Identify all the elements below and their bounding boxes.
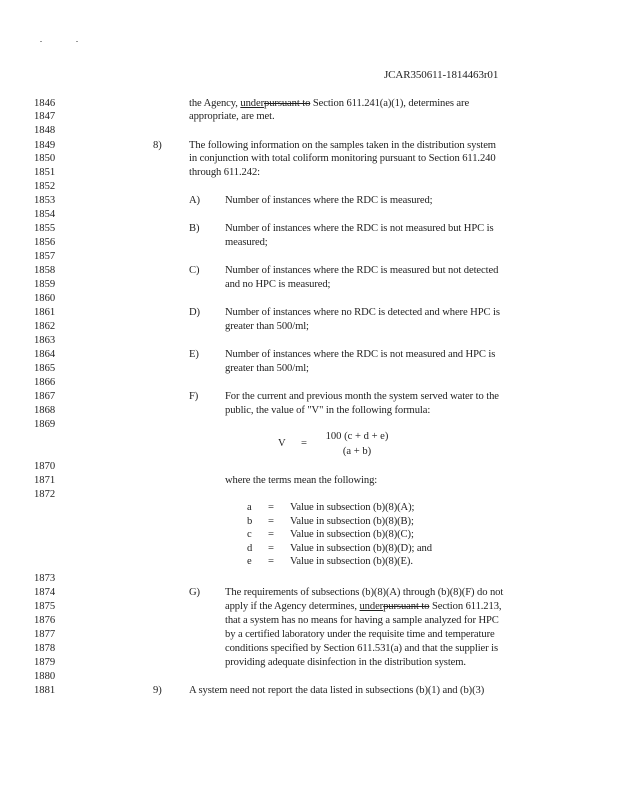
line-number: 1879: [34, 657, 56, 668]
term-definition: Value in subsection (b)(8)(A);: [290, 502, 415, 513]
subitem-e-text: Number of instances where the RDC is not measured and HPC is: [225, 349, 496, 360]
line-number: 1877: [34, 629, 56, 640]
term-equals: =: [268, 556, 274, 567]
line-number: 1873: [34, 573, 56, 584]
term-equals: =: [268, 502, 274, 513]
terms-intro: where the terms mean the following:: [225, 475, 378, 486]
line-number: 1859: [34, 279, 56, 290]
subitem-g-text: conditions specified by Section 611.531(a) and that the supplier is: [225, 643, 498, 654]
line-number: 1871: [34, 475, 56, 486]
term-definition: Value in subsection (b)(8)(E).: [290, 556, 413, 567]
subitem-g-label: G): [189, 587, 200, 598]
line-number: 1867: [34, 391, 56, 402]
subitem-f-text: For the current and previous month the system served water to the: [225, 391, 499, 402]
subitem-g-text: apply if the Agency determines, underpursuant to Section 611.213,: [225, 601, 502, 612]
line-number: 1880: [34, 671, 56, 682]
subitem-d-text: greater than 500/ml;: [225, 321, 309, 332]
line-number: 1858: [34, 265, 56, 276]
subitem-g-text: by a certified laboratory under the requisite time and temperature: [225, 629, 495, 640]
formula-numerator: 100 (c + d + e): [325, 431, 389, 442]
line-number: 1874: [34, 587, 56, 598]
line-number: 1872: [34, 489, 56, 500]
term-definition: Value in subsection (b)(8)(D); and: [290, 543, 432, 554]
formula-equals: =: [301, 438, 307, 449]
line-number: 1878: [34, 643, 56, 654]
line-number: 1860: [34, 293, 56, 304]
line-number: 1853: [34, 195, 56, 206]
term-equals: =: [268, 516, 274, 527]
term-symbol: d: [247, 543, 253, 554]
line-number: 1875: [34, 601, 56, 612]
line-number: 1869: [34, 419, 56, 430]
subitem-b-text: measured;: [225, 237, 268, 248]
line-number: 1846: [34, 98, 56, 109]
line-number: 1876: [34, 615, 56, 626]
line-number: 1866: [34, 377, 56, 388]
line-number: 1865: [34, 363, 56, 374]
line-number: 1849: [34, 140, 56, 151]
formula-denominator: (a + b): [342, 446, 372, 457]
item-8-text: through 611.242:: [189, 167, 260, 178]
subitem-d-label: D): [189, 307, 200, 318]
continuation-line-1: the Agency, underpursuant to Section 611.241(a)(1), determines are: [189, 98, 470, 109]
line-number: 1850: [34, 153, 56, 164]
subitem-b-text: Number of instances where the RDC is not measured but HPC is: [225, 223, 494, 234]
line-number: 1864: [34, 349, 56, 360]
subitem-b-label: B): [189, 223, 200, 234]
line-number: 1856: [34, 237, 56, 248]
line-number: 1870: [34, 461, 56, 472]
line-number: 1857: [34, 251, 56, 262]
term-symbol: c: [247, 529, 252, 540]
line-number: 1861: [34, 307, 56, 318]
item-9-text: A system need not report the data listed in subsections (b)(1) and (b)(3): [189, 685, 485, 696]
subitem-c-text: and no HPC is measured;: [225, 279, 331, 290]
subitem-a-text: Number of instances where the RDC is measured;: [225, 195, 433, 206]
term-equals: =: [268, 529, 274, 540]
subitem-c-text: Number of instances where the RDC is measured but not detected: [225, 265, 499, 276]
line-number: 1848: [34, 125, 56, 136]
term-symbol: e: [247, 556, 252, 567]
line-number: 1868: [34, 405, 56, 416]
term-symbol: a: [247, 502, 252, 513]
item-8-text: The following information on the samples taken in the distribution system: [189, 140, 496, 151]
subitem-g-text: The requirements of subsections (b)(8)(A) through (b)(8)(F) do not: [225, 587, 504, 598]
line-number: 1862: [34, 321, 56, 332]
line-number: 1852: [34, 181, 56, 192]
line-number: 1863: [34, 335, 56, 346]
item-8-label: 8): [153, 140, 162, 151]
subitem-e-text: greater than 500/ml;: [225, 363, 309, 374]
term-equals: =: [268, 543, 274, 554]
line-number: 1855: [34, 223, 56, 234]
subitem-d-text: Number of instances where no RDC is detected and where HPC is: [225, 307, 500, 318]
subitem-g-text: providing adequate disinfection in the distribution system.: [225, 657, 466, 668]
scan-speck: [76, 41, 78, 42]
term-symbol: b: [247, 516, 253, 527]
subitem-a-label: A): [189, 195, 200, 206]
continuation-line-2: appropriate, are met.: [189, 111, 275, 122]
item-9-label: 9): [153, 685, 162, 696]
subitem-f-label: F): [189, 391, 199, 402]
subitem-f-text: public, the value of "V" in the following formula:: [225, 405, 431, 416]
document-id: JCAR350611-1814463r01: [384, 69, 499, 81]
subitem-c-label: C): [189, 265, 200, 276]
line-number: 1854: [34, 209, 56, 220]
subitem-e-label: E): [189, 349, 199, 360]
line-number: 1881: [34, 685, 56, 696]
line-number: 1851: [34, 167, 56, 178]
term-definition: Value in subsection (b)(8)(C);: [290, 529, 414, 540]
subitem-g-text: that a system has no means for having a sample analyzed for HPC: [225, 615, 499, 626]
formula-lhs: V: [278, 438, 286, 449]
term-definition: Value in subsection (b)(8)(B);: [290, 516, 414, 527]
item-8-text: in conjunction with total coliform monitoring pursuant to Section 611.240: [189, 153, 496, 164]
scan-speck: [40, 41, 42, 42]
line-number: 1847: [34, 111, 56, 122]
